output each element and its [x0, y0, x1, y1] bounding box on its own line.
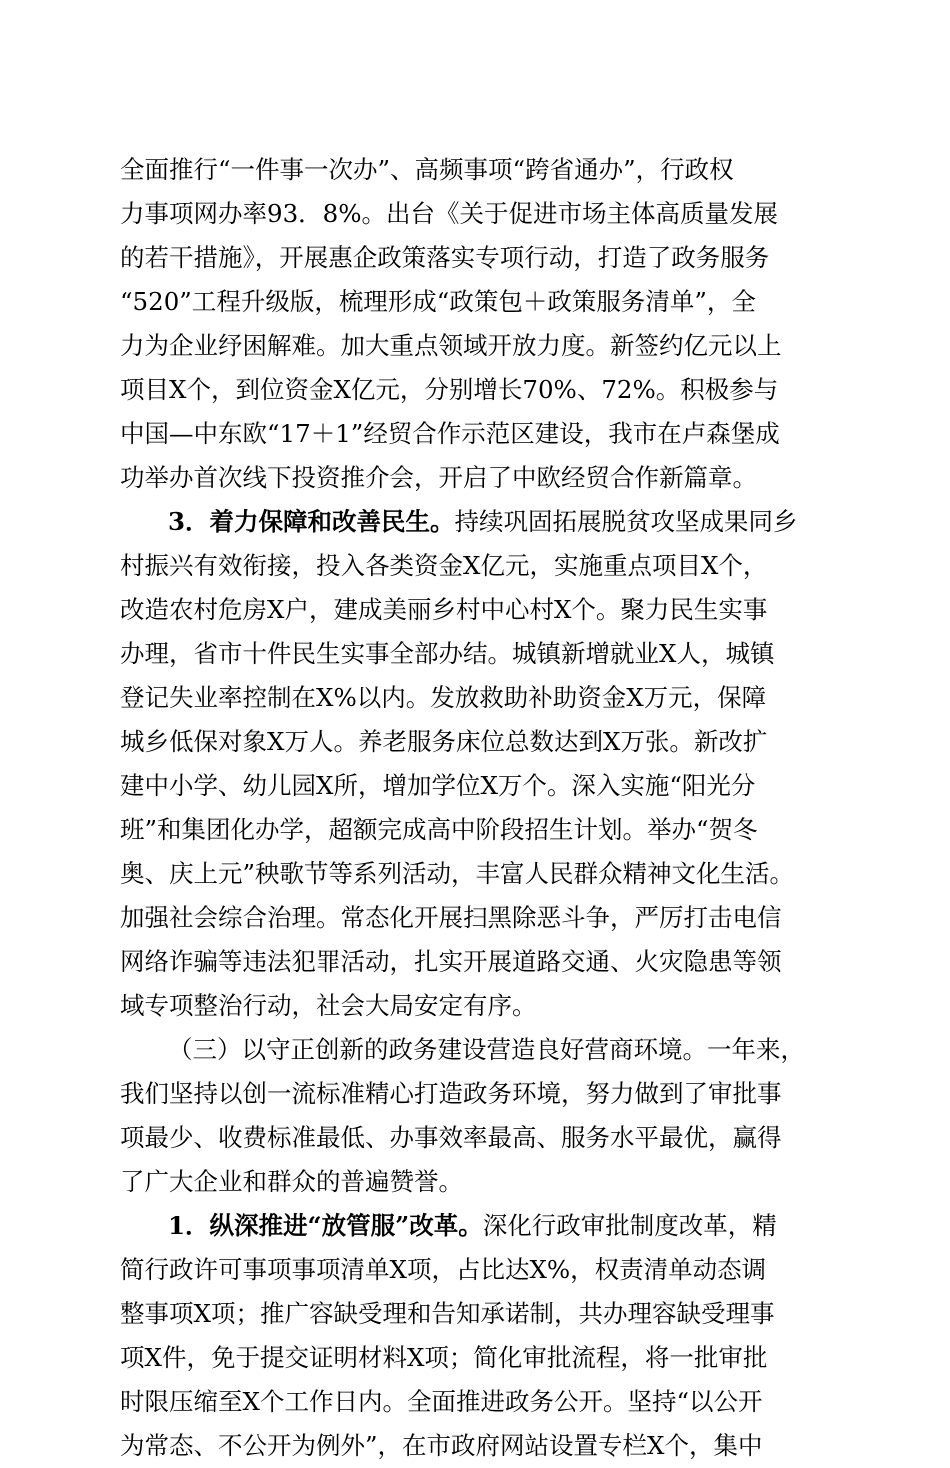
text-line: 村振兴有效衔接，投入各类资金X亿元，实施重点项目X个，: [120, 551, 768, 580]
text-line: 的若干措施》，开展惠企政策落实专项行动，打造了政务服务: [120, 243, 770, 272]
text-line: 力事项网办率93．8%。出台《关于促进市场主体高质量发展: [120, 199, 779, 228]
body-text: [120, 148, 832, 1468]
text-line: 时限压缩至X个工作日内。全面推进政务公开。坚持“以公开: [120, 1387, 763, 1416]
text-line: “520”工程升级版，梳理形成“政策包＋政策服务清单”，全: [120, 287, 756, 316]
text-line: 改造农村危房X户，建成美丽乡村中心村X个。聚力民生实事: [120, 595, 768, 624]
section-3-heading: 3．着力保障和改善民生。: [168, 507, 455, 536]
text-line: 城乡低保对象X万人。养老服务床位总数达到X万张。新改扩: [120, 727, 768, 756]
text-line: 我们坚持以创一流标准精心打造政务环境，努力做到了审批事: [120, 1079, 782, 1108]
text-line: 班”和集团化办学，超额完成高中阶段招生计划。举办“贺冬: [120, 815, 758, 844]
section-3-first-text: 持续巩固拓展脱贫攻坚成果同乡: [454, 507, 798, 536]
part-3-heading-line: （三）以守正创新的政务建设营造良好营商环境。一年来，: [168, 1035, 805, 1064]
text-line: 网络诈骗等违法犯罪活动，扎实开展道路交通、火灾隐患等领: [120, 947, 782, 976]
text-line: 登记失业率控制在X%以内。发放救助补助资金X万元，保障: [120, 683, 767, 712]
section-1-heading: 1．纵深推进“放管服”改革。: [168, 1211, 483, 1240]
text-line: 简行政许可事项事项清单X项，占比达X%，权责清单动态调: [120, 1255, 767, 1284]
text-line: 域专项整治行动，社会大局安定有序。: [120, 991, 537, 1020]
text-line: 为常态、不公开为例外”，在市政府网站设置专栏X个，集中: [120, 1431, 763, 1460]
section-1-first-line: [120, 1204, 832, 1248]
section-3-first-line: [120, 500, 832, 544]
text-line: 整事项X项；推广容缺受理和告知承诺制，共办理容缺受理事: [120, 1299, 775, 1328]
text-line: 建中小学、幼儿园X所，增加学位X万个。深入实施“阳光分: [120, 771, 756, 800]
text-line: 项目X个，到位资金X亿元，分别增长70%、72%。积极参与: [120, 375, 779, 404]
section-1-first-text: 深化行政审批制度改革，精: [482, 1211, 777, 1240]
text-line: 中国—中东欧“17＋1”经贸合作示范区建设，我市在卢森堡成: [120, 419, 780, 448]
text-line: 项X件，免于提交证明材料X项；简化审批流程，将一批审批: [120, 1343, 768, 1372]
text-line: 全面推行“一件事一次办”、高频事项“跨省通办”，行政权: [120, 155, 734, 184]
text-line: 项最少、收费标准最低、办事效率最高、服务水平最优，赢得: [120, 1123, 782, 1152]
text-line: 了广大企业和群众的普遍赞誉。: [120, 1167, 463, 1196]
text-line: 力为企业纾困解难。加大重点领域开放力度。新签约亿元以上: [120, 331, 782, 360]
text-line: 办理，省市十件民生实事全部办结。城镇新增就业X人，城镇: [120, 639, 775, 668]
text-line: 功举办首次线下投资推介会，开启了中欧经贸合作新篇章。: [120, 463, 757, 492]
text-line: 奥、庆上元”秧歌节等系列活动，丰富人民群众精神文化生活。: [120, 859, 795, 888]
text-line: 加强社会综合治理。常态化开展扫黑除恶斗争，严厉打击电信: [120, 903, 782, 932]
